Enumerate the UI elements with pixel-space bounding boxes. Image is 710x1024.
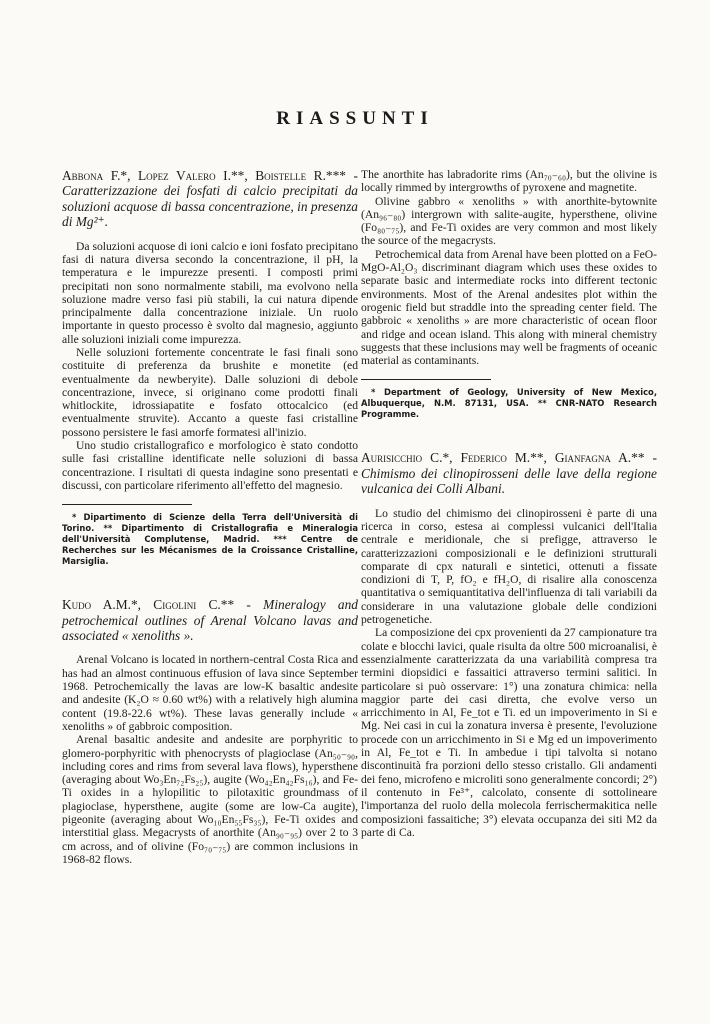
left-column: [62, 168, 358, 866]
footnote: * Dipartimento di Scienze della Terra dell'Università di Torino. ** Dipartimento di Cristallografia e Mineralogia dell'Università Complutense, Madrid. *** Centre de Recherches sur les Mécanismes de la Croissance Cristalline, Marsiglia.: [62, 512, 358, 567]
article-paragraph: Arenal basaltic andesite and andesite are porphyritic to glomero-porphyritic with phenocrysts of plagioclase (An₅₀₋₉₀, including cores and rims from several lava flows), hypersthene (averaging about Wo₃En₇₂Fs₂₅), augite (Wo₄₂En₄₂Fs₁₆), and Fe-Ti oxides in a hylopilitic to pilotaxitic groundmass of plagioclase, hypersthene, augite (some are low-Ca augite), pigeonite (averaging about Wo₁₀En₅₅Fs₃₅), Fe-Ti oxides and interstitial glass. Megacrysts of anorthite (An₉₀₋₉₅) over 2 to 3 cm across, and of olivine (Fo₇₀₋₇₅) are common inclusions in 1968-82 flows.: [62, 733, 358, 866]
article-title: - Caratterizzazione dei fosfati di calcio precipitati da soluzioni acquose di bassa concentrazione, in presenza di Mg²⁺.: [62, 168, 358, 230]
article-paragraph: The anorthite has labradorite rims (An₇₀₋₆₀), but the olivine is locally rimmed by intergrowths of pyroxene and magnetite.: [361, 168, 657, 195]
article-title: - Chimismo dei clinopirosseni delle lave della regione vulcanica dei Colli Albani.: [361, 450, 657, 497]
right-column: [361, 168, 657, 839]
article-paragraph: Arenal Volcano is located in northern-central Costa Rica and has had an almost continuous effusion of lava since September 1968. Petrochemically the lavas are low-K basaltic andesite and andesite (K₂O ≈ 0.60 wt%) with a relatively high alumina content (19.8-22.6 wt%). These lavas generally include « xenoliths » of gabbroic composition.: [62, 653, 358, 733]
article-paragraph: Nelle soluzioni fortemente concentrate le fasi finali sono costituite di preferenza da brushite e monetite (ed eventualmente da newberyite). Dalle soluzioni di debole concentrazione, invece, si originano come prodotti finali whitlockite, idrossiapatite e fosfato ottocalcico (ed eventualmente struvite). Accanto a queste fasi cristalline possono persistere le fasi amorfe formatesi all'inizio.: [62, 346, 358, 439]
article-paragraph: Da soluzioni acquose di ioni calcio e ioni fosfato precipitano fasi di natura diversa secondo la concentrazione, il pH, la temperatura e le impurezze presenti. I composti primi precipitati non sono normalmente stabili, ma evolvono nella soluzione madre verso fasi più stabili, la cui natura dipende principalmente dalla concentrazione iniziale. Un ruolo importante in questo processo è svolto dal magnesio, aggiunto alle soluzioni iniziali come impurezza.: [62, 239, 358, 346]
article-paragraph: Olivine gabbro « xenoliths » with anorthite-bytownite (An₉₆₋₈₀) intergrown with salite-augite, hypersthene, olivine (Fo₈₀₋₇₅), and Fe-Ti oxides are very common and most likely the source of the megacrysts.: [361, 194, 657, 248]
article-heading-kudo: [62, 597, 358, 643]
article-paragraph: Petrochemical data from Arenal have been plotted on a FeO-MgO-Al₂O₃ discriminant diagram which uses these oxides to separate basic and intermediate rocks into different tectonic environments. Most of the Arenal andesites plot within the orogenic field but straddle into the spreading center field. The gabbroic « xenoliths » are more characteristic of ocean floor and ridge and ocean island. This along with mineral chemistry suggests that these inclusions may well be fragments of oceanic material as contaminants.: [361, 247, 657, 368]
article-heading-aurisicchio: [361, 450, 657, 496]
article-authors: Kudo A.M.*, Cigolini C.**: [62, 597, 235, 613]
article-title: - Mineralogy and petrochemical outlines of Arenal Volcano lavas and associated « xenoliths ».: [62, 597, 358, 644]
article-authors: Abbona F.*, Lopez Valero I.**, Boistelle R.***: [62, 168, 347, 183]
footnote: * Department of Geology, University of New Mexico, Albuquerque, N.M. 87131, USA. ** CNR-NATO Research Programme.: [361, 387, 657, 420]
article-heading-abbona: [62, 168, 358, 230]
article-paragraph: La composizione dei cpx provenienti da 27 campionature tra colate e blocchi lavici, quale risulta da oltre 500 microanalisi, è essenzialmente caratterizzata da una variabilità compresa tra termini diopsidici e fassaitici attraverso termini salitici. In particolare si può osservare: 1°) una zonatura chimica: nella maggior parte dei casi diretta, che evolve verso un arricchimento in Al, Fe_tot e Ti. ed un impoverimento in Si e Mg. Nei casi in cui la zonatura inversa è presente, l'evoluzione procede con un arricchimento in Si e Mg ed un impoverimento in Al, Fe_tot e Ti. In ambedue i tipi talvolta si notano discontinuità fra porzioni dello stesso cristallo. Gli andamenti dei feno, microfeno e microliti sono generalmente concordi; 2°) il contenuto in Fe³⁺, calcolato, consente di sottolineare l'importanza del ruolo della molecola ferrischermakitica nelle composizioni fassaitiche; 3°) elevata occupanza dei siti M2 da parte di Ca.: [361, 626, 657, 839]
article-paragraph: Uno studio cristallografico e morfologico è stato condotto sulle fasi cristalline identificate nelle soluzioni di bassa concentrazione. I risultati di questa indagine sono presentati e discussi, con particolare riferimento all'effetto del magnesio.: [62, 439, 358, 492]
article-paragraph: Lo studio del chimismo dei clinopirosseni è parte di una ricerca in corso, estesa ai complessi vulcanici dell'Italia centrale e meridionale, che si prefigge, attraverso le caratterizzazioni composizionali e le definizioni strutturali comparate di cpx naturali e sintetici, ottenuti a fissate condizioni di T, P, fO₂ e fH₂O, di risalire alla conoscenza quantitativa o semiquantitativa dell'influenza di tali variabili da considerare in una valutazione globale delle condizioni petrogenetiche.: [361, 506, 657, 627]
page-title: RIASSUNTI: [276, 108, 434, 129]
footnote-divider: [361, 379, 491, 380]
footnote-divider: [62, 504, 192, 505]
article-authors: Aurisicchio C.*, Federico M.**, Gianfagna A.**: [361, 450, 645, 466]
